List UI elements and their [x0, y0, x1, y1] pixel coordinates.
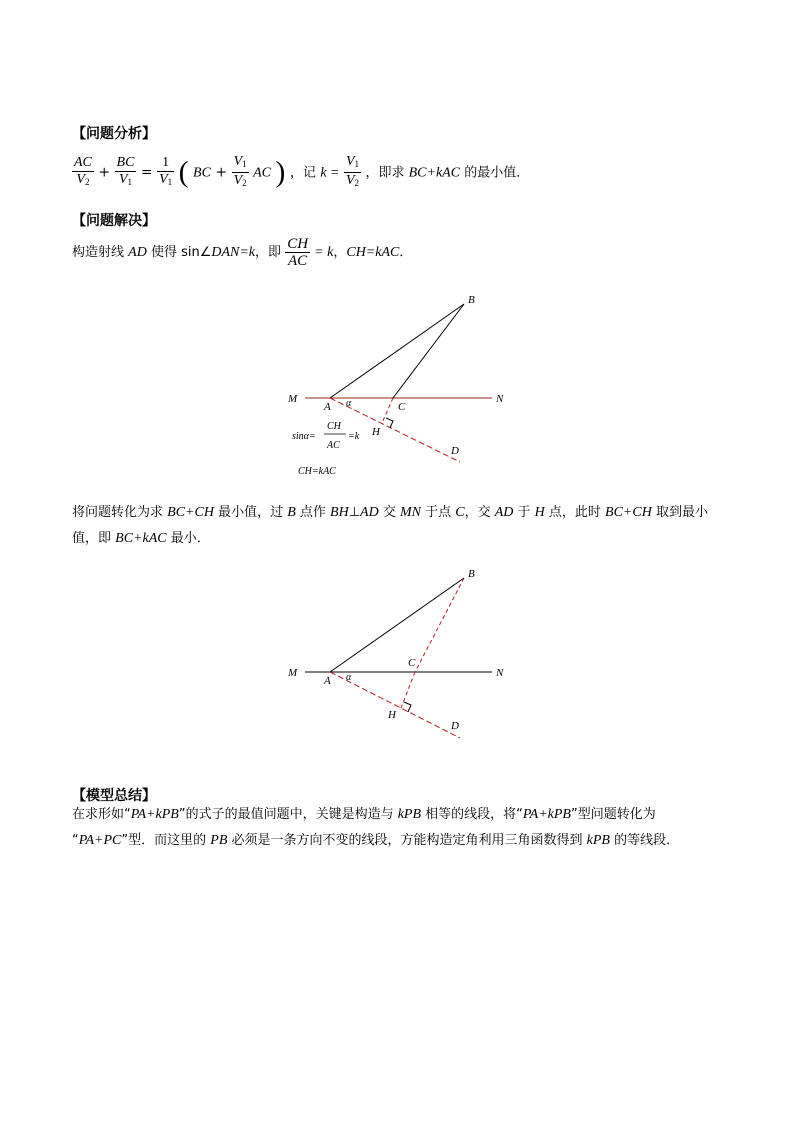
heading-problem-solution: 【问题解决】	[72, 213, 156, 229]
segment-bc	[393, 304, 464, 398]
fraction-v1-v2: $\frac{V_1}{V_2}$	[233, 154, 247, 188]
ch-kac-note: CH=kAC	[298, 466, 336, 477]
formula-analysis: $\frac{AC}{V_2}$ + $\frac{BC}{V_1}$ = $\frac{1}{V_1}$ ( BC + $\frac{V_1}{V_2}$ AC ) ，记 k = $\frac{V_1}{V_2}$ ，即求 BC+kAC 的最小值．	[72, 154, 529, 191]
label-b: B	[468, 568, 475, 580]
figure-construction-2	[280, 562, 510, 752]
sin-suffix: =k	[348, 431, 360, 442]
label-h: H	[372, 426, 380, 438]
sin-prefix: sinα=	[292, 431, 316, 442]
label-n: N	[496, 667, 504, 679]
fraction-k-def: $\frac{V_1}{V_2}$	[345, 154, 360, 188]
label-c: C	[408, 657, 416, 669]
label-alpha: α	[346, 398, 352, 409]
label-c: C	[398, 401, 406, 413]
sin-denominator: AC	[327, 440, 340, 451]
label-alpha: α	[346, 672, 352, 683]
label-d: D	[451, 445, 459, 457]
figure-construction-1	[280, 288, 510, 488]
conversion-paragraph: 将问题转化为求 BC+CH 最小值，过 B 点作 BH⊥AD 交 MN 于点 C，交 AD 于 H 点，此时 BC+CH 取到最小 值，即 BC+kAC 最小．	[72, 505, 708, 546]
segment-ab	[330, 304, 464, 398]
heading-problem-analysis: 【问题分析】	[72, 126, 156, 142]
fraction-bc-v1: $\frac{BC}{V_1}$	[116, 155, 135, 187]
summary-paragraph: 在求形如“PA+kPB”的式子的最值问题中，关键是构造与 kPB 相等的线段，将“PA+kPB”型问题转化为 “PA+PC”型．而这里的 PB 必须是一条方向不变的线段，方能构造定角利用三角函数得到 kPB 的等线段．	[72, 807, 680, 848]
label-h: H	[388, 709, 396, 721]
label-a: A	[324, 401, 331, 413]
segment-ab	[330, 578, 464, 672]
segment-ch	[382, 398, 393, 423]
label-n: N	[496, 393, 504, 405]
label-b: B	[468, 294, 475, 306]
heading-model-summary: 【模型总结】	[72, 788, 156, 804]
sin-numerator: CH	[327, 421, 341, 432]
fraction-ch-ac: $\frac{CH}{AC}$	[287, 236, 309, 269]
fraction-1-v1: $\frac{1}{V_1}$	[159, 155, 173, 187]
label-m: M	[288, 667, 298, 679]
segment-bc-dashed	[415, 578, 464, 672]
label-d: D	[451, 720, 459, 732]
label-a: A	[324, 675, 331, 687]
segment-ch-dashed	[401, 672, 415, 708]
fraction-ac-v2: $\frac{AC}{V_2}$	[74, 155, 92, 187]
label-m: M	[288, 393, 298, 405]
construction-line: 构造射线 AD 使得 sin∠DAN=k，即 $\frac{CH}{AC}$ = k，CH=kAC．	[72, 236, 413, 269]
